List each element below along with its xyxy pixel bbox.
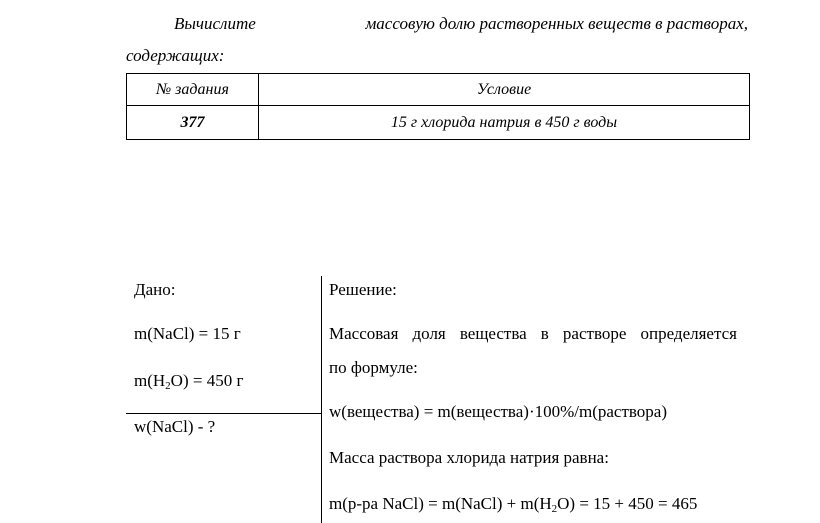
- solution-paragraph-2: Масса раствора хлорида натрия равна:: [329, 448, 609, 467]
- water-mass-subscript: 2: [165, 380, 171, 392]
- horizontal-divider: [126, 413, 322, 414]
- given-title: Дано:: [134, 280, 176, 299]
- water-mass-prefix: m(H: [134, 371, 166, 390]
- given-nacl-mass: [134, 324, 241, 344]
- solution-paragraph-1-line-1: [329, 324, 737, 344]
- header-task-number: № задания: [127, 74, 259, 106]
- p1-word: в: [540, 324, 549, 343]
- task-intro: [126, 8, 748, 72]
- given-water-mass: [134, 371, 243, 391]
- task-table-header-row: [127, 74, 750, 106]
- solution-formula: w(вещества) = m(вещества)·100%/m(раствора): [329, 402, 668, 421]
- header-condition: Условие: [259, 74, 750, 106]
- intro-rest: массовую долю растворенных веществ в растворах,: [365, 14, 748, 33]
- task-condition-cell: 15 г хлорида натрия в 450 г воды: [259, 106, 750, 140]
- vertical-divider: [321, 276, 322, 523]
- p1-word: вещества: [459, 324, 527, 343]
- water-mass-suffix: O) = 450 г: [170, 371, 244, 390]
- given-find: w(NaCl) - ?: [134, 417, 216, 436]
- p1-word: Массовая: [329, 324, 399, 343]
- task-table: [126, 73, 750, 140]
- intro-line-2: содержащих:: [126, 46, 225, 65]
- intro-line-1: [126, 8, 748, 40]
- calc-prefix: m(р-ра NaCl) = m(NaCl) + m(H: [329, 494, 552, 513]
- p1-word: растворе: [562, 324, 627, 343]
- given-nacl-mass-text: m(NaCl) = 15 г: [134, 324, 241, 343]
- task-number-cell: 377: [127, 106, 259, 140]
- solution-title: Решение:: [329, 280, 397, 299]
- intro-word-1: Вычислите: [174, 14, 256, 33]
- calc-suffix: O) = 15 + 450 = 465: [557, 494, 698, 513]
- solution-paragraph-1-line-2: по формуле:: [329, 358, 418, 377]
- table-row: [127, 106, 750, 140]
- p1-word: доля: [412, 324, 446, 343]
- solution-calculation: [329, 494, 697, 514]
- p1-word: определяется: [640, 324, 737, 343]
- calc-subscript: 2: [551, 503, 558, 515]
